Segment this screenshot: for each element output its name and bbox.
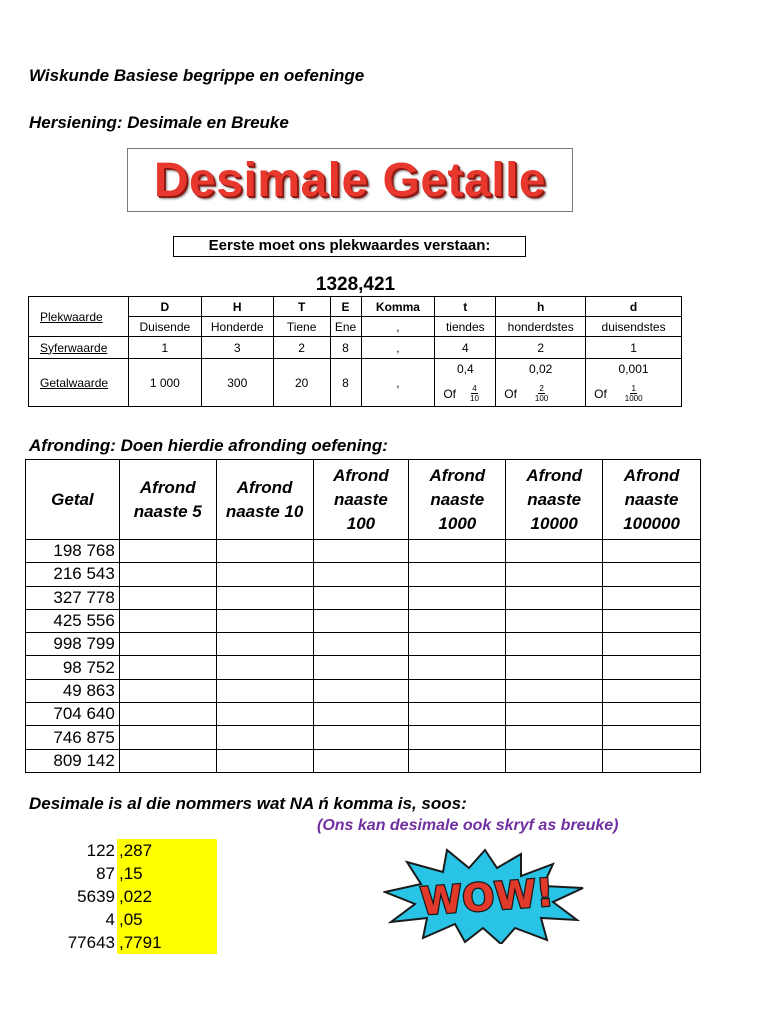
rounding-number: 746 875 [26,726,120,749]
decimal-item [30,931,217,954]
answer-cell[interactable] [506,563,603,586]
header-line: naaste 5 [133,501,202,521]
header-line: 1000 [438,513,477,533]
decimal-fraction-highlight: ,05 [117,908,217,931]
header-line: naaste [430,489,485,509]
answer-cell[interactable] [216,656,313,679]
decimals-heading: Desimale is al die nommers wat NA ń komma is, soos: [29,794,467,813]
answer-cell[interactable] [216,540,313,563]
rounding-row [26,633,701,656]
getalwaarde-row [29,359,682,407]
decimal-fraction-highlight: ,287 [117,839,217,862]
decimal-item [30,885,217,908]
answer-cell[interactable] [409,540,506,563]
answer-cell[interactable] [313,609,409,632]
answer-cell[interactable] [216,703,313,726]
header-line: Afrond [333,465,389,485]
answer-cell[interactable] [216,609,313,632]
decimal-whole: 4 [105,910,115,929]
rounding-row [26,726,701,749]
header-line: Afrond [236,477,293,497]
rounding-row [26,609,701,632]
document-title: Wiskunde Basiese begrippe en oefeninge [29,66,365,85]
rounding-header-row [26,460,701,540]
answer-cell[interactable] [603,679,701,702]
rounding-body [26,540,701,773]
pw-value: , [361,359,435,407]
decimal-whole: 87 [96,864,115,883]
answer-cell[interactable] [216,586,313,609]
decimal-whole: 77643 [67,933,115,952]
pw-value: 300 [201,359,273,407]
document-subtitle: Hersiening: Desimale en Breuke [29,113,289,132]
answer-cell[interactable] [506,703,603,726]
answer-cell[interactable] [119,563,216,586]
fraction-numerator: 4 [472,384,477,393]
answer-cell[interactable] [409,633,506,656]
decimal-fraction-highlight: ,15 [117,862,217,885]
answer-cell[interactable] [119,749,216,772]
answer-cell[interactable] [119,703,216,726]
answer-cell[interactable] [119,609,216,632]
answer-cell[interactable] [313,540,409,563]
banner-image [127,148,573,212]
answer-cell[interactable] [409,586,506,609]
pw-digit: 8 [330,337,361,359]
rounding-number: 425 556 [26,609,120,632]
pw-fraction [435,384,495,403]
fraction-denominator: 10 [470,394,479,403]
header-line: Afrond [623,465,680,485]
answer-cell[interactable] [409,703,506,726]
header-line: Afrond [139,477,196,497]
answer-cell[interactable] [119,633,216,656]
header-round-10 [216,460,313,540]
fraction-denominator: 100 [534,394,549,403]
rounding-number: 216 543 [26,563,120,586]
pw-abbr: d [586,297,682,317]
answer-cell[interactable] [313,586,409,609]
syferwaarde-row [29,337,682,359]
fractions-note: (Ons kan desimale ook skryf as breuke) [317,817,619,834]
header-line: Afrond [429,465,486,485]
decimal-item [30,908,217,931]
answer-cell[interactable] [313,703,409,726]
fraction [625,384,643,403]
pw-of-label: Of [594,386,607,401]
pw-name: Tiene [273,317,330,337]
header-line: 100000 [623,513,680,533]
pw-fraction [586,384,681,403]
pw-name: honderdstes [496,317,586,337]
answer-cell[interactable] [216,679,313,702]
pw-value: 20 [273,359,330,407]
decimal-item [30,862,217,885]
row-label-plekwaarde: Plekwaarde [29,297,129,337]
header-line: Afrond [526,465,583,485]
rounding-row [26,749,701,772]
pw-value: 8 [330,359,361,407]
answer-cell[interactable] [506,726,603,749]
pw-abbr: E [330,297,361,317]
rounding-number: 49 863 [26,679,120,702]
pw-value: 0,4 [456,362,474,376]
rounding-number: 998 799 [26,633,120,656]
rounding-number: 98 752 [26,656,120,679]
answer-cell[interactable] [313,563,409,586]
rounding-number: 704 640 [26,703,120,726]
pw-digit: 1 [128,337,201,359]
answer-cell[interactable] [603,540,701,563]
answer-cell[interactable] [603,633,701,656]
answer-cell[interactable] [506,679,603,702]
answer-cell[interactable] [119,586,216,609]
answer-cell[interactable] [119,726,216,749]
pw-digit: , [361,337,435,359]
pw-value: 0,001 [618,362,649,376]
fraction-numerator: 1 [631,384,636,393]
rounding-row [26,563,701,586]
pw-value-cell [435,359,496,407]
pw-abbr: H [201,297,273,317]
pw-abbr: h [496,297,586,317]
place-value-header-row [29,297,682,317]
header-round-5 [119,460,216,540]
header-line: naaste [624,489,679,509]
header-line: naaste [527,489,582,509]
wow-sticker-icon [383,848,588,944]
pw-of-label: Of [443,386,457,401]
pw-value: 1 000 [128,359,201,407]
rounding-heading: Afronding: Doen hierdie afronding oefening: [29,436,388,455]
answer-cell[interactable] [506,749,603,772]
pw-abbr: t [435,297,496,317]
answer-cell[interactable] [313,749,409,772]
decimal-whole: 122 [86,841,115,860]
pw-value-cell [496,359,586,407]
header-line: naaste [334,489,388,509]
answer-cell[interactable] [603,609,701,632]
answer-cell[interactable] [603,749,701,772]
answer-cell[interactable] [216,726,313,749]
pw-abbr: Komma [361,297,435,317]
answer-cell[interactable] [603,703,701,726]
answer-cell[interactable] [603,563,701,586]
pw-name: Duisende [128,317,201,337]
row-label-syferwaarde: Syferwaarde [29,337,129,359]
answer-cell[interactable] [506,633,603,656]
pw-abbr: T [273,297,330,317]
answer-cell[interactable] [603,726,701,749]
decimal-fraction-highlight: ,022 [117,885,217,908]
header-round-10000 [506,460,603,540]
header-getal: Getal [26,460,120,540]
pw-name: Ene [330,317,361,337]
rounding-row [26,703,701,726]
answer-cell[interactable] [603,656,701,679]
header-line: 10000 [530,513,578,533]
answer-cell[interactable] [506,586,603,609]
decimal-item [30,839,217,862]
decimals-list [30,839,217,954]
answer-cell[interactable] [409,609,506,632]
answer-cell[interactable] [506,609,603,632]
rounding-number: 327 778 [26,586,120,609]
banner-text: Desimale Getalle [153,153,547,207]
pw-of-label: Of [504,386,517,401]
header-line: naaste 10 [225,501,304,521]
fraction-denominator: 1000 [624,394,643,403]
place-value-caption: Eerste moet ons plekwaardes verstaan: [173,236,526,257]
place-value-number: 1328,421 [315,274,396,295]
answer-cell[interactable] [409,679,506,702]
pw-abbr: D [128,297,201,317]
answer-cell[interactable] [313,679,409,702]
answer-cell[interactable] [409,749,506,772]
answer-cell[interactable] [409,656,506,679]
pw-name: , [361,317,435,337]
answer-cell[interactable] [216,633,313,656]
pw-fraction [496,384,585,403]
pw-name: Honderde [201,317,273,337]
header-round-100 [313,460,409,540]
rounding-row [26,656,701,679]
header-line: 100 [346,513,376,533]
pw-name: tiendes [435,317,496,337]
answer-cell[interactable] [506,656,603,679]
answer-cell[interactable] [313,656,409,679]
place-value-table [28,296,682,407]
rounding-row [26,586,701,609]
answer-cell[interactable] [216,563,313,586]
rounding-row [26,679,701,702]
pw-digit: 2 [273,337,330,359]
pw-value-cell [586,359,682,407]
answer-cell[interactable] [409,726,506,749]
header-round-1000 [409,460,506,540]
answer-cell[interactable] [216,749,313,772]
rounding-row [26,540,701,563]
answer-cell[interactable] [119,540,216,563]
answer-cell[interactable] [506,540,603,563]
fraction [535,384,548,403]
answer-cell[interactable] [119,656,216,679]
answer-cell[interactable] [409,563,506,586]
rounding-number: 198 768 [26,540,120,563]
pw-digit: 3 [201,337,273,359]
rounding-number: 809 142 [26,749,120,772]
answer-cell[interactable] [119,679,216,702]
fraction [470,384,479,403]
decimal-fraction-highlight: ,7791 [117,931,217,954]
pw-digit: 1 [586,337,682,359]
wow-text: WOW! [418,870,556,924]
answer-cell[interactable] [313,633,409,656]
decimal-whole: 5639 [77,887,115,906]
fraction-numerator: 2 [539,384,544,393]
pw-name: duisendstes [586,317,682,337]
rounding-table [25,459,701,773]
pw-digit: 2 [496,337,586,359]
header-round-100000 [603,460,701,540]
pw-value: 0,02 [528,362,553,376]
answer-cell[interactable] [313,726,409,749]
row-label-getalwaarde: Getalwaarde [29,359,129,407]
answer-cell[interactable] [603,586,701,609]
pw-digit: 4 [435,337,496,359]
